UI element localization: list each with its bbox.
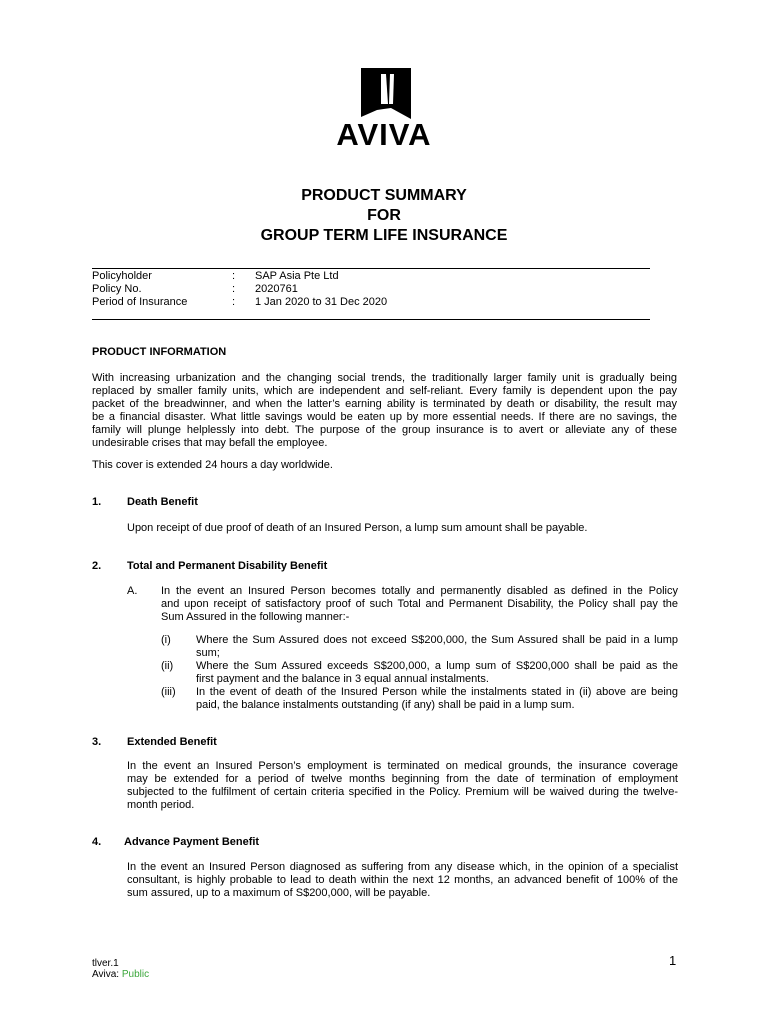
period-label: Period of Insurance bbox=[92, 296, 188, 308]
title-line-3: GROUP TERM LIFE INSURANCE bbox=[260, 227, 508, 244]
policy-no-colon: : bbox=[232, 283, 236, 295]
item-iii-label: (iii) bbox=[161, 686, 176, 698]
section-2-body bbox=[161, 585, 678, 624]
period-colon: : bbox=[232, 296, 236, 308]
policyholder-colon: : bbox=[232, 270, 236, 282]
paragraph-line: packet of the breadwinner, and when the latter’s earning ability is terminated by death or disability, the result may bbox=[92, 398, 677, 410]
paragraph-line: In the event an Insured Person becomes totally and permanently disabled as defined in the Policy bbox=[161, 585, 678, 597]
paragraph-line: In the event of death of the Insured Person while the instalments stated in (ii) above are being bbox=[196, 686, 678, 698]
paragraph-line: subjected to the fulfilment of certain criteria specified in the Policy. Premium will be waived during the twelve- bbox=[127, 786, 678, 798]
section-4-number: 4. bbox=[92, 836, 102, 848]
period-value: 1 Jan 2020 to 31 Dec 2020 bbox=[255, 296, 388, 308]
divider-bottom bbox=[92, 319, 650, 320]
paragraph-line: Where the Sum Assured does not exceed S$200,000, the Sum Assured shall be paid in a lump bbox=[196, 634, 678, 646]
aviva-logo-text: AVIVA bbox=[336, 117, 432, 152]
page-number: 1 bbox=[669, 953, 677, 968]
section-3-body bbox=[127, 760, 678, 812]
paragraph-line: paid, the balance instalments outstanding (if any) shall be paid in a lump sum. bbox=[196, 699, 575, 711]
paragraph-line: first payment and the balance in 3 equal annual instalments. bbox=[196, 673, 489, 685]
paragraph-line: may be extended for a period of twelve months beginning from the date of termination of employment bbox=[127, 773, 678, 785]
item-i-label: (i) bbox=[161, 634, 171, 646]
footer-version: tlver.1 bbox=[92, 958, 119, 969]
paragraph-line: replaced by smaller family units, which are independent and self-reliant. Every family is dependent upon the pay bbox=[92, 385, 677, 397]
aviva-logo-mark-icon bbox=[361, 68, 411, 119]
title-line-1: PRODUCT SUMMARY bbox=[301, 187, 467, 204]
paragraph-line: With increasing urbanization and the changing social trends, the traditionally larger family unit is gradually being bbox=[92, 372, 677, 384]
policy-no-label: Policy No. bbox=[92, 283, 142, 295]
item-ii-label: (ii) bbox=[161, 660, 174, 672]
paragraph-line: undesirable crises that may befall the employee. bbox=[92, 437, 328, 449]
paragraph-line: Where the Sum Assured exceeds S$200,000, a lump sum of S$200,000 shall be paid as the bbox=[196, 660, 678, 672]
section-1-body: Upon receipt of due proof of death of an Insured Person, a lump sum amount shall be payable. bbox=[127, 522, 588, 534]
footer-classification bbox=[92, 968, 149, 981]
section-4-body bbox=[127, 861, 678, 900]
paragraph-line: be a financial disaster. What little savings would be eaten up by more essential needs. If there are no savings, the bbox=[92, 411, 677, 423]
section-1-number: 1. bbox=[92, 496, 102, 508]
classification-label: Aviva: bbox=[92, 969, 120, 980]
section-3-number: 3. bbox=[92, 736, 102, 748]
paragraph-line: consultant, is highly probable to lead to death within the next 12 months, an advanced benefit of 100% of the bbox=[127, 874, 678, 886]
product-info-heading: PRODUCT INFORMATION bbox=[92, 346, 227, 358]
section-1-title: Death Benefit bbox=[127, 496, 198, 508]
product-info-paragraph bbox=[92, 372, 677, 450]
policyholder-value: SAP Asia Pte Ltd bbox=[255, 270, 339, 282]
classification-value: Public bbox=[121, 969, 150, 980]
item-ii-text bbox=[196, 660, 678, 686]
paragraph-line: month period. bbox=[127, 799, 195, 811]
title-line-2: FOR bbox=[367, 207, 401, 224]
paragraph-line: and upon receipt of satisfactory proof of such Total and Permanent Disability, the Policy shall pay the bbox=[161, 598, 678, 610]
section-4-title: Advance Payment Benefit bbox=[124, 836, 260, 848]
paragraph-line: family will plunge helplessly into debt. The purpose of the group insurance is to avert or alleviate any of these bbox=[92, 424, 677, 436]
divider-top bbox=[92, 268, 650, 269]
section-2-title: Total and Permanent Disability Benefit bbox=[127, 560, 328, 572]
policy-no-value: 2020761 bbox=[255, 283, 298, 295]
section-2-sub-label: A. bbox=[127, 585, 138, 597]
coverage-note: This cover is extended 24 hours a day worldwide. bbox=[92, 459, 333, 471]
paragraph-line: In the event an Insured Person diagnosed as suffering from any disease which, in the opinion of a specialist bbox=[127, 861, 678, 873]
paragraph-line: In the event an Insured Person’s employment is terminated on medical grounds, the insurance coverage bbox=[127, 760, 678, 772]
policyholder-label: Policyholder bbox=[92, 270, 152, 282]
paragraph-line: sum assured, up to a maximum of S$200,000, will be payable. bbox=[127, 887, 431, 899]
item-i-text bbox=[196, 634, 678, 660]
section-3-title: Extended Benefit bbox=[127, 736, 217, 748]
paragraph-line: Sum Assured in the following manner:- bbox=[161, 611, 350, 623]
paragraph-line: sum; bbox=[196, 647, 220, 659]
section-2-number: 2. bbox=[92, 560, 102, 572]
item-iii-text bbox=[196, 686, 678, 712]
